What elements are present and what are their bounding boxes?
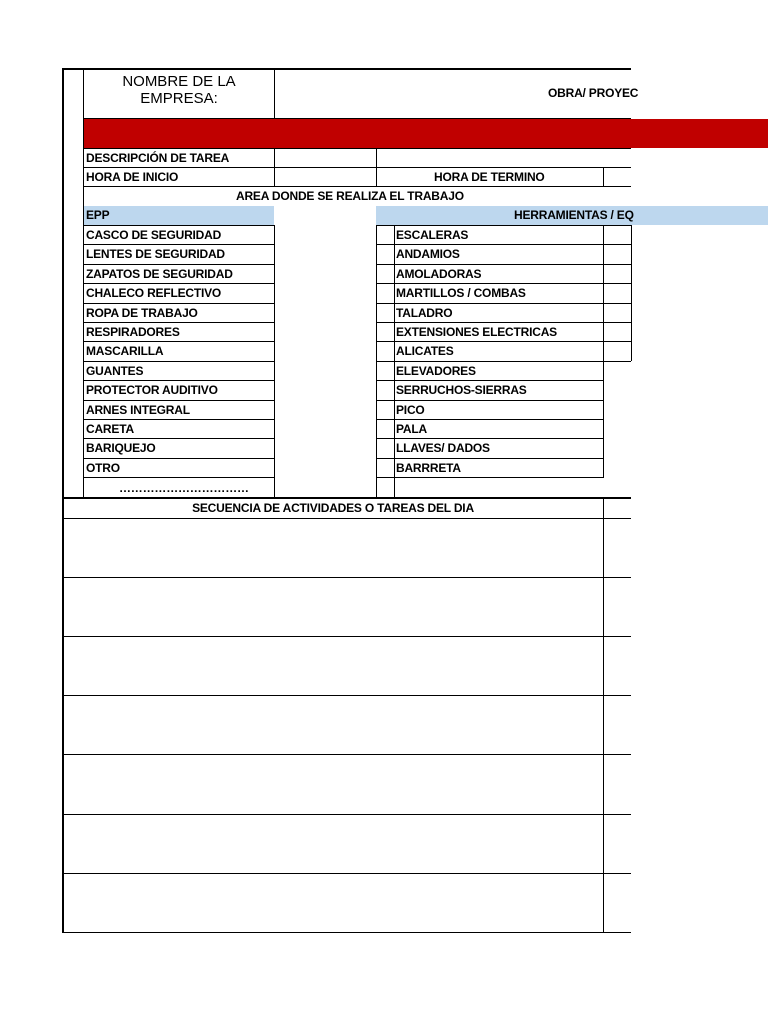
tool-item: PALA [396,422,427,436]
epp-item: BARIQUEJO [86,441,156,456]
epp-row-line [84,400,274,401]
red-banner [84,119,768,148]
epp-row-line [84,458,274,459]
banner-top-line [84,118,631,119]
epp-other-line: …………………………… [119,481,249,495]
tool-item: PICO [396,402,425,417]
tools-row-line [376,264,631,265]
tool-item: ESCALERAS [396,228,469,242]
project-label: OBRA/ PROYEC [548,86,639,100]
desc-bottom-line [84,167,631,168]
tools-row-line [376,283,631,284]
tools-row-line [376,303,631,304]
end-time-label: HORA DE TERMINO [434,170,545,184]
sequence-row-line [63,695,631,696]
tools-row-line [376,458,603,459]
tools-row-line [376,380,603,381]
banner-bottom-line [84,148,631,149]
epp-item: ZAPATOS DE SEGURIDAD [86,266,233,281]
tools-row-line [376,419,603,420]
epp-header-fill [84,206,274,225]
tool-item: AMOLADORAS [396,266,482,281]
epp-item: ARNES INTEGRAL [86,402,190,417]
tool-item: TALADRO [396,305,453,320]
epp-row-line [84,264,274,265]
tools-row-line [376,244,631,245]
time-bottom-line [84,186,631,187]
epp-item: OTRO [86,460,120,475]
sequence-title-bottom [63,518,631,519]
company-name-label: NOMBRE DE LA EMPRESA: [122,73,236,107]
epp-item: CASCO DE SEGURIDAD [86,228,222,242]
sequence-row-line [63,754,631,755]
tools-row-line [376,225,631,226]
start-time-label: HORA DE INICIO [86,170,179,184]
company-right-border [274,68,275,118]
top-border [63,68,631,70]
tool-item: BARRRETA [396,460,461,475]
desc-col-sep-2 [376,148,377,186]
tool-item: SERRUCHOS-SIERRAS [396,383,527,398]
epp-row-line [84,283,274,284]
tools-row-line [376,477,603,478]
tools-row-line [376,341,631,342]
epp-row-line [84,303,274,304]
sequence-row-line [63,577,631,578]
epp-row-line [84,341,274,342]
epp-item: LENTES DE SEGURIDAD [86,247,225,262]
tools-title: HERRAMIENTAS / EQ [514,208,634,222]
epp-row-line [84,225,274,226]
epp-item: CARETA [86,422,134,436]
tools-row-line [376,361,631,362]
sequence-row-line [63,814,631,815]
work-area-label: AREA DONDE SE REALIZA EL TRABAJO [236,189,464,203]
tool-item: LLAVES/ DADOS [396,441,490,456]
sequence-row-line [63,636,631,637]
epp-row-line [84,322,274,323]
sequence-bottom-line [63,932,631,933]
epp-right-border [274,225,275,498]
epp-item: ROPA DE TRABAJO [86,305,198,320]
epp-row-line [84,477,274,478]
epp-row-line [84,361,274,362]
epp-item: RESPIRADORES [86,325,180,339]
sequence-right-col [603,497,604,933]
tool-item: ANDAMIOS [396,247,460,262]
tools-extra-right [631,225,632,361]
sequence-title: SECUENCIA DE ACTIVIDADES O TAREAS DEL DIA [192,501,474,515]
tools-row-line [376,438,603,439]
tool-item: EXTENSIONES ELECTRICAS [396,325,557,339]
epp-row-line [84,244,274,245]
desc-col-sep [274,148,275,186]
task-description-label: DESCRIPCIÓN DE TAREA [86,151,230,165]
epp-row-line [84,419,274,420]
tools-row-line [376,322,631,323]
tools-name-right [603,225,604,478]
epp-item: MASCARILLA [86,344,164,359]
tool-item: MARTILLOS / COMBAS [396,286,526,301]
epp-row-line [84,380,274,381]
epp-item: GUANTES [86,363,144,378]
time-col-sep [603,167,604,186]
sequence-row-line [63,873,631,874]
epp-item: CHALECO REFLECTIVO [86,286,222,301]
epp-item: PROTECTOR AUDITIVO [86,383,218,398]
tool-item: ELEVADORES [396,363,476,378]
tools-row-line [376,400,603,401]
epp-row-line [84,438,274,439]
sequence-top-line [63,497,631,499]
epp-title: EPP [86,208,110,222]
tool-item: ALICATES [396,344,454,359]
